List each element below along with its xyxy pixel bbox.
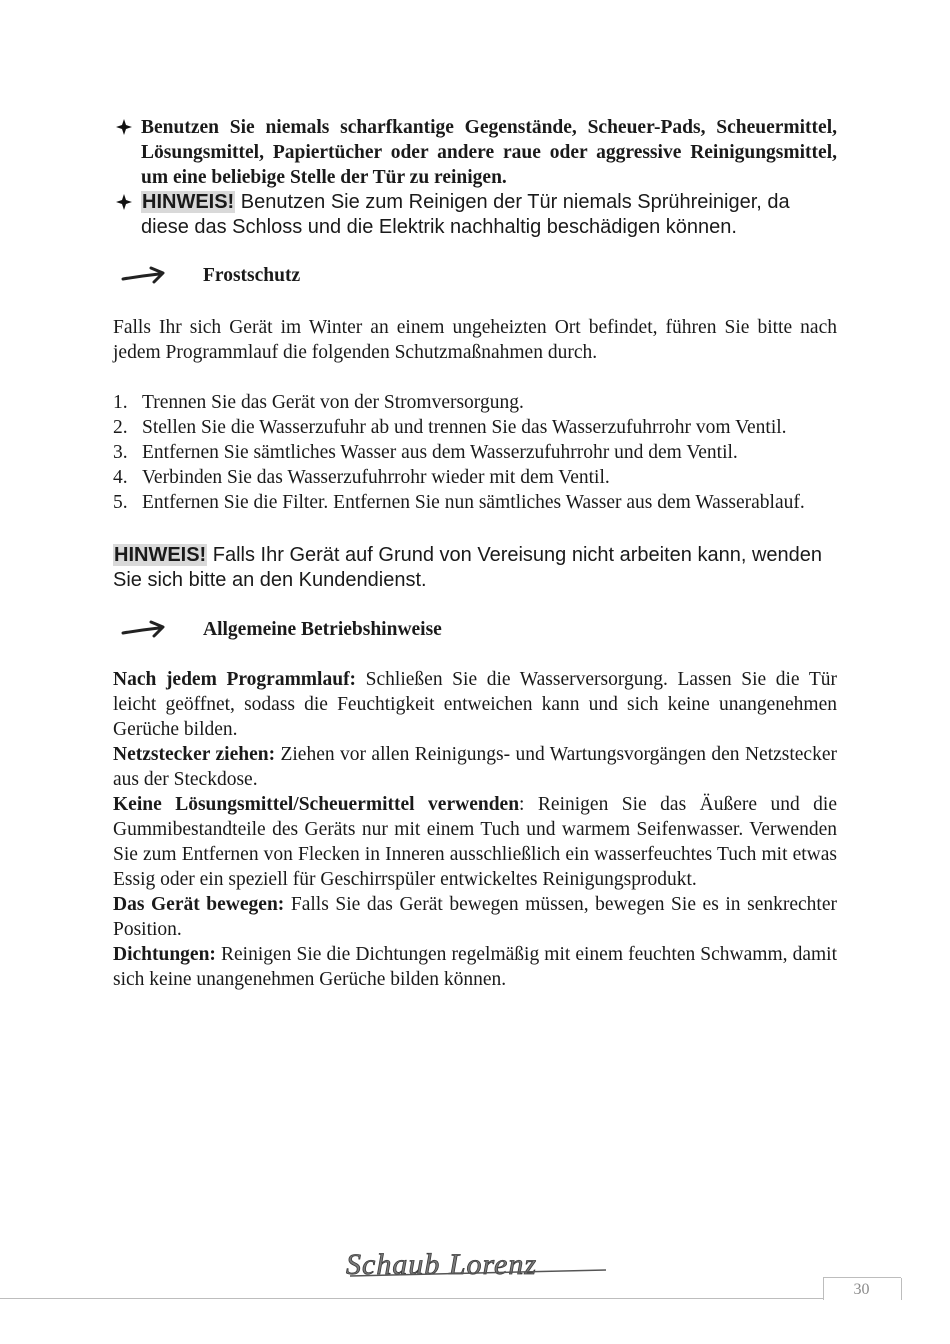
page-number: 30 bbox=[853, 1281, 870, 1298]
frost-steps bbox=[113, 390, 837, 515]
list-item: 1. Trennen Sie das Gerät von der Stromversorgung. bbox=[113, 392, 524, 413]
diamond-bullet-icon bbox=[116, 119, 132, 135]
note-label: HINWEIS! bbox=[114, 544, 207, 566]
general-item: Keine Lösungsmittel/Scheuermittel verwenden: Reinigen Sie das Äußere und die Gummibestandteile des Geräts nur mit einem Tuch und warmem Seifenwasser. Verwenden Sie zum Entfernen von Flecken in Inneren ausschließlich ein wasserfeuchtes Tuch mit etwas Essig oder ein speziell für Geschirrspüler entwickeltes Reinigungsprodukt. bbox=[113, 794, 837, 890]
note-text: Benutzen Sie zum Reinigen der Tür niemals Sprühreiniger, da diese das Schloss und die Elektrik nachhaltig beschädigen können. bbox=[141, 191, 790, 238]
general-item: Nach jedem Programmlauf: Schließen Sie die Wasserversorgung. Lassen Sie die Tür leicht geöffnet, sodass die Feuchtigkeit entweichen kann und sich keine unangenehmen Gerüche bilden. bbox=[113, 669, 837, 740]
section-title: Frostschutz bbox=[203, 265, 301, 286]
list-item: 3. Entfernen Sie sämtliches Wasser aus dem Wasserzufuhrrohr und dem Ventil. bbox=[113, 442, 738, 463]
arrow-icon bbox=[121, 265, 167, 287]
bullet-text: Benutzen Sie niemals scharfkantige Gegenstände, Scheuer-Pads, Scheuermittel, Lösungsmittel, Papiertücher oder andere raue oder aggressive Reinigungsmittel, um eine beliebige Stelle der Tür zu reinigen. bbox=[141, 117, 837, 188]
note-text: Falls Ihr Gerät auf Grund von Vereisung nicht arbeiten kann, wenden Sie sich bitte an den Kundendienst. bbox=[113, 544, 823, 591]
section-heading-general bbox=[113, 617, 837, 653]
general-item: Netzstecker ziehen: Ziehen vor allen Reinigungs- und Wartungsvorgängen den Netzstecker aus der Steckdose. bbox=[113, 744, 837, 790]
general-items bbox=[113, 667, 837, 992]
list-item: 4. Verbinden Sie das Wasserzufuhrrohr wieder mit dem Ventil. bbox=[113, 467, 610, 488]
section-title: Allgemeine Betriebshinweise bbox=[203, 619, 442, 640]
frost-note bbox=[113, 543, 837, 593]
arrow-icon bbox=[121, 619, 167, 641]
brand-logo bbox=[344, 1240, 609, 1284]
svg-text:Schaub Lorenz: Schaub Lorenz bbox=[346, 1248, 538, 1281]
bullet-item-note bbox=[113, 190, 837, 240]
note-label: HINWEIS! bbox=[142, 191, 235, 213]
general-item: Das Gerät bewegen: Falls Sie das Gerät bewegen müssen, bewegen Sie es in senkrechter Position. bbox=[113, 894, 837, 940]
page-content bbox=[113, 115, 837, 992]
frost-intro: Falls Ihr sich Gerät im Winter an einem ungeheizten Ort befindet, führen Sie bitte nach jedem Programmlauf die folgenden Schutzmaßnahmen durch. bbox=[113, 317, 837, 363]
section-heading-frost bbox=[113, 263, 837, 299]
list-item: 5. Entfernen Sie die Filter. Entfernen Sie nun sämtliches Wasser aus dem Wasserablauf. bbox=[113, 492, 805, 513]
list-item: 2. Stellen Sie die Wasserzufuhr ab und trennen Sie das Wasserzufuhrrohr vom Ventil. bbox=[113, 417, 787, 438]
general-item: Dichtungen: Reinigen Sie die Dichtungen regelmäßig mit einem feuchten Schwamm, damit sich keine unangenehmen Gerüche bilden können. bbox=[113, 944, 837, 990]
footer-divider bbox=[0, 1298, 823, 1299]
diamond-bullet-icon bbox=[116, 194, 132, 210]
bullet-item bbox=[113, 115, 837, 190]
